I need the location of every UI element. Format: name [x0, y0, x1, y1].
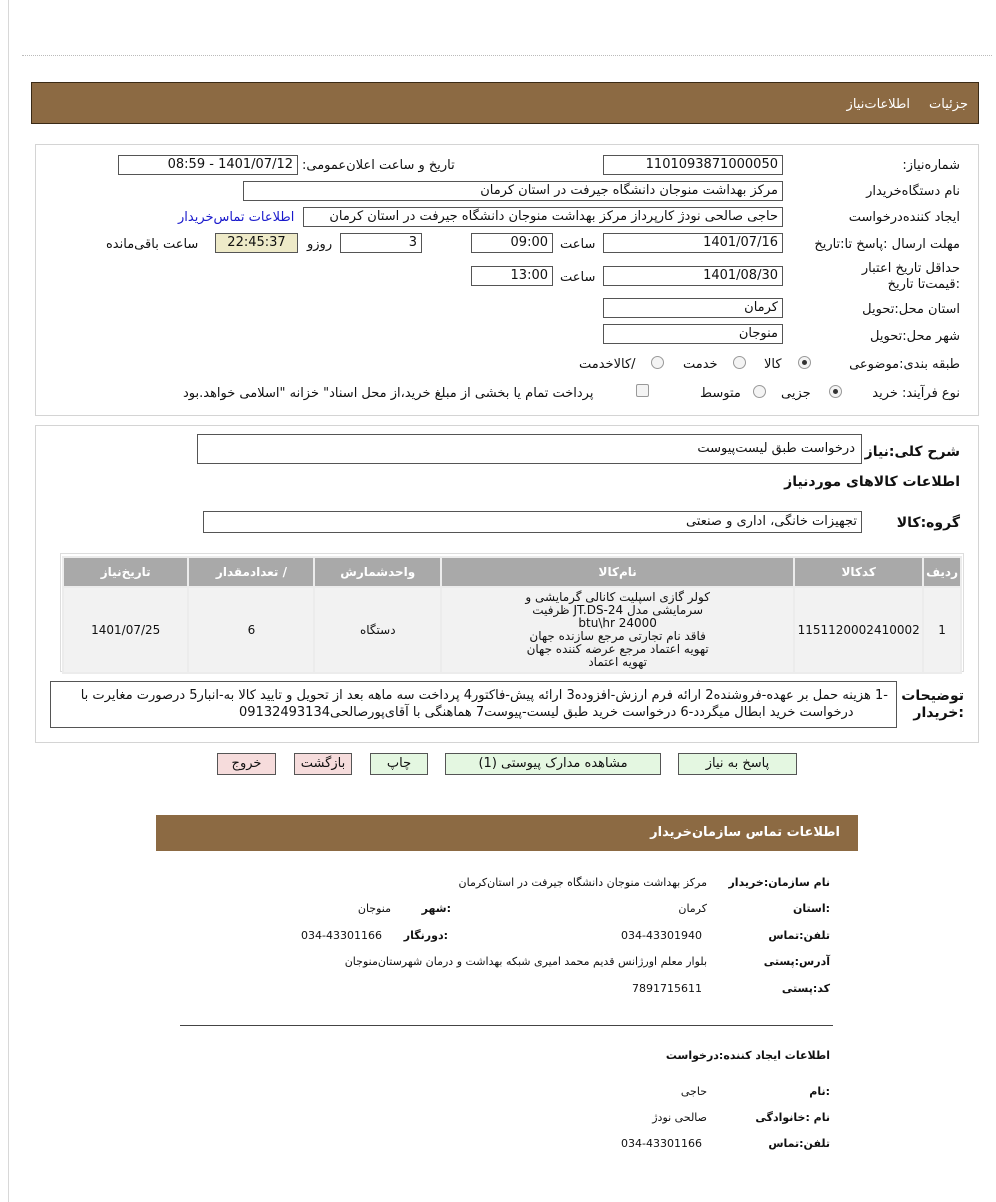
view-attachments-button[interactable]: مشاهده مدارک پیوستی (1) — [445, 753, 661, 775]
city-label: شهر محل:تحویل — [870, 329, 960, 344]
row-qty: 6 — [188, 587, 314, 673]
buyer-notes-line: درخواست خرید ابطال میگردد-6 درخواست خرید طبق لیست-پیوست7 هماهنگی با آقای‌پورصالحی09132493134 — [239, 705, 854, 720]
validity-time-field: 13:00 — [471, 266, 553, 286]
contact-fax-value: 034-43301166 — [301, 929, 382, 942]
category-goods-radio[interactable] — [798, 356, 811, 369]
creator-name-label: :نام — [809, 1085, 830, 1098]
summary-label: شرح کلی:نیاز — [864, 444, 960, 460]
treasury-payment-checkbox[interactable] — [636, 384, 649, 397]
contact-divider — [180, 1025, 833, 1026]
need-number-field: 1101093871000050 — [603, 155, 783, 175]
remaining-label: ساعت باقی‌مانده — [106, 237, 199, 252]
province-label: استان محل:تحویل — [862, 302, 960, 317]
creator-info-title: اطلاعات ایجاد کننده:درخواست — [665, 1049, 830, 1062]
reply-button[interactable]: پاسخ به نیاز — [678, 753, 797, 775]
category-service-radio[interactable] — [733, 356, 746, 369]
col-index-header: ردیف — [923, 557, 961, 587]
tab-details[interactable]: جزئیات — [929, 97, 968, 112]
row-name-line: تهویه اعتماد — [588, 655, 648, 669]
process-medium-label: متوسط — [700, 386, 741, 401]
contact-city-value: منوجان — [357, 902, 391, 915]
deadline-date-field: 1401/07/16 — [603, 233, 783, 253]
col-unit-header: واحدشمارش — [314, 557, 441, 587]
days-label: روزو — [307, 237, 333, 252]
treasury-payment-note: پرداخت تمام یا بخشی از مبلغ خرید،از محل اسناد" خزانه "اسلامی خواهد.بود — [183, 386, 594, 401]
creator-field: حاجی صالحی نودژ کارپرداز مرکز بهداشت منوجان دانشگاه جیرفت در استان کرمان — [303, 207, 783, 227]
contact-city-label: :شهر — [421, 902, 451, 915]
col-date-header: تاریخ‌نیاز — [63, 557, 188, 587]
print-button[interactable]: چاپ — [370, 753, 428, 775]
remaining-timer: 22:45:37 — [215, 233, 298, 253]
creator-phone-label: تلفن:تماس — [768, 1137, 830, 1150]
contact-province-value: کرمان — [678, 902, 707, 915]
category-label: طبقه بندی:موضوعی — [849, 357, 960, 372]
buyer-contact-link[interactable]: اطلاعات تماس‌خریدار — [178, 210, 295, 225]
category-both-label: /کالاخدمت — [579, 357, 636, 372]
creator-family-value: صالحی نودژ — [652, 1111, 707, 1124]
contact-address-value: بلوار معلم اورژانس قدیم محمد امیری شبکه بهداشت و درمان شهرستان‌منوجان — [344, 955, 707, 968]
days-field: 3 — [340, 233, 422, 253]
category-goods-label: کالا — [764, 357, 782, 372]
buyer-notes-line: -1 هزینه حمل بر عهده-فروشنده2 ارائه فرم ارزش-افزوده3 ارائه پیش-فاکتور4 پرداخت سه ماهه بعد از تحویل و تایید کالا به-انبار5 درصورت مغایرت با — [80, 688, 888, 703]
top-divider — [22, 55, 992, 56]
items-table — [62, 556, 962, 674]
org-label: نام سازمان:خریدار — [728, 876, 830, 889]
contact-postal-label: کد:پستی — [781, 982, 830, 995]
category-both-radio[interactable] — [651, 356, 664, 369]
contact-province-label: :استان — [793, 902, 830, 915]
col-code-header: کدکالا — [794, 557, 923, 587]
province-field: کرمان — [603, 298, 783, 318]
contact-address-label: آدرس:پستی — [763, 955, 830, 968]
row-index: 1 — [923, 587, 961, 673]
contact-phone-label: تلفن:تماس — [768, 929, 830, 942]
col-qty-header: / تعدادمقدار — [188, 557, 314, 587]
goods-info-title: اطلاعات کالاهای موردنیاز — [784, 474, 960, 490]
row-name — [441, 587, 794, 673]
buyer-notes-label: توضیحات :خریدار — [901, 688, 964, 721]
creator-label: ایجاد کننده‌درخواست — [848, 210, 960, 225]
contact-phone-value: 034-43301940 — [621, 929, 702, 942]
city-field: منوجان — [603, 324, 783, 344]
row-name-line: سرمایشی مدل JT.DS-24 ظرفیت — [532, 603, 704, 617]
tab-need-info[interactable]: اطلاعات‌نیاز — [846, 97, 910, 112]
buyer-notes-field — [50, 681, 897, 728]
row-name-line: 24000 btu\hr — [578, 616, 657, 630]
goods-group-field: تجهیزات خانگی، اداری و صنعتی — [203, 511, 862, 533]
goods-group-label: گروه:کالا — [896, 515, 960, 531]
announce-date-field: 1401/07/12 - 08:59 — [118, 155, 298, 175]
announce-label: تاریخ و ساعت اعلان‌عمومی: — [302, 158, 455, 173]
validity-date-field: 1401/08/30 — [603, 266, 783, 286]
table-row — [63, 587, 961, 673]
row-name-line: تهویه اعتماد مرجع عرضه کننده جهان — [526, 642, 709, 656]
contact-header — [156, 815, 858, 851]
creator-name-value: حاجی — [680, 1085, 707, 1098]
summary-field: درخواست طبق لیست‌پیوست — [197, 434, 862, 464]
row-name-line: فاقد نام تجارتی مرجع سازنده جهان — [529, 629, 706, 643]
buyer-field: مرکز بهداشت منوجان دانشگاه جیرفت در استان کرمان — [243, 181, 783, 201]
back-button[interactable]: بازگشت — [294, 753, 352, 775]
process-medium-radio[interactable] — [753, 385, 766, 398]
contact-postal-value: 7891715611 — [632, 982, 702, 995]
contact-title: اطلاعات تماس سازمان‌خریدار — [650, 825, 840, 840]
buyer-label: نام دستگاه‌خریدار — [866, 184, 960, 199]
category-service-label: خدمت — [683, 357, 718, 372]
org-value: مرکز بهداشت منوجان دانشگاه جیرفت در استان‌کرمان — [458, 876, 707, 889]
deadline-time-field: 09:00 — [471, 233, 553, 253]
process-label: نوع فرآیند: خرید — [872, 386, 960, 401]
creator-phone-value: 034-43301166 — [621, 1137, 702, 1150]
process-minor-radio[interactable] — [829, 385, 842, 398]
creator-family-label: نام :خانوادگی — [755, 1111, 830, 1124]
exit-button[interactable]: خروج — [217, 753, 276, 775]
row-code: 1151120002410002 — [794, 587, 923, 673]
page-border — [8, 0, 9, 1202]
process-minor-label: جزیی — [781, 386, 811, 401]
row-unit: دستگاه — [314, 587, 441, 673]
col-name-header: نام‌کالا — [441, 557, 794, 587]
deadline-time-label: ساعت — [560, 237, 596, 252]
details-header — [31, 82, 979, 124]
row-name-line: کولر گازی اسپلیت کانالی گرمایشی و — [525, 590, 710, 604]
need-number-label: شماره‌نیاز: — [902, 158, 960, 173]
validity-time-label: ساعت — [560, 270, 596, 285]
contact-fax-label: :دورنگار — [403, 929, 448, 942]
row-date: 1401/07/25 — [63, 587, 188, 673]
deadline-label: مهلت ارسال :پاسخ تا:تاریخ — [814, 237, 960, 252]
validity-label: حداقل تاریخ اعتبار :قیمت‌تا تاریخ — [861, 261, 960, 292]
